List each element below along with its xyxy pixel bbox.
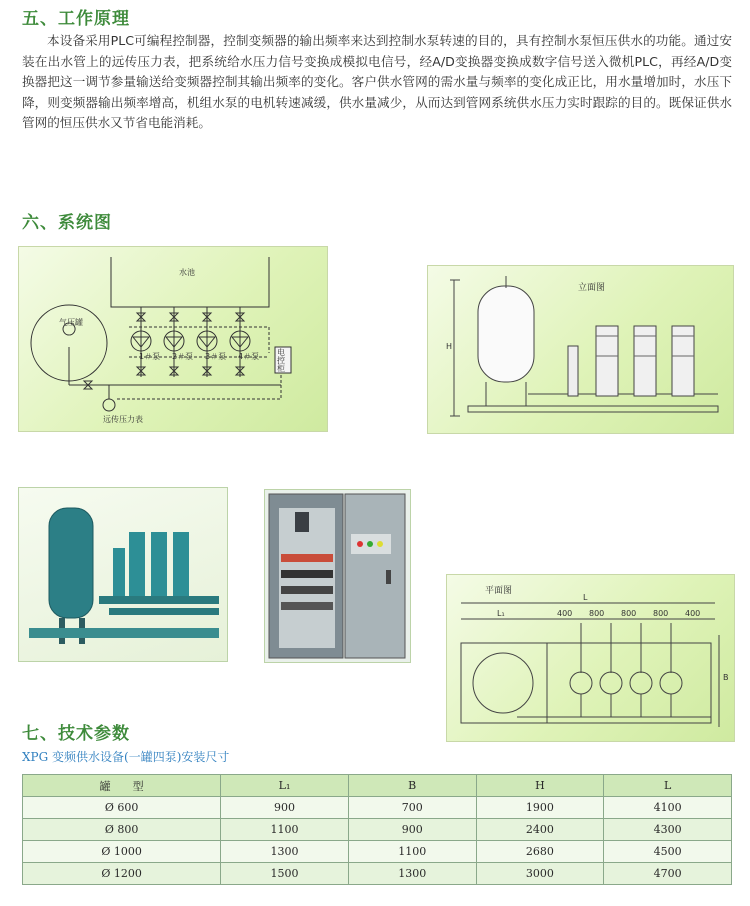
section5-title: 五、工作原理	[22, 9, 130, 29]
table-cell: 1500	[221, 863, 349, 885]
schematic-diagram-panel	[18, 246, 328, 432]
pump-label-3: 3＃泵	[205, 352, 227, 361]
header-tank-type: 罐 型	[23, 775, 221, 797]
section5-body: 本设备采用PLC可编程控制器，控制变频器的输出频率来达到控制水泵转速的目的，具有控制水泵恒压供水的功能。通过安装在出水管上的远传压力表，把系统给水压力信号变换成模拟电信号，经A/D变换器变换成数字信号送入微机PLC，再经A/D变换器把这一调节参量输送给变频器控制其输出频率的变化。客户供水管网的需水量与频率的变化成正比，用水量增加时，水压下降，则变频器输出频率增高，机组水泵的电机转速减缓，供水量减少，从而达到管网系统供水压力实时跟踪的目的。既保证供水管网的恒压供水又节省电能消耗。	[22, 33, 732, 131]
plan-total-length-label: L	[583, 593, 588, 602]
pool-label: 水池	[179, 268, 195, 277]
table-cell: 4300	[604, 819, 732, 841]
plan-view-panel	[446, 574, 735, 742]
table-cell: 4100	[604, 797, 732, 819]
table-cell: 900	[348, 819, 476, 841]
header-h: H	[476, 775, 604, 797]
table-cell: 900	[221, 797, 349, 819]
header-l1: L₁	[221, 775, 349, 797]
section7-title: 七、技术参数	[22, 724, 130, 744]
plan-spacing-3: 800	[621, 609, 637, 618]
tank-label: 气压罐	[59, 318, 83, 327]
table-cell: 1900	[476, 797, 604, 819]
table-row	[23, 863, 732, 885]
pump-unit-photo	[18, 487, 228, 662]
table-cell: Ø 600	[23, 797, 221, 819]
table-cell: 700	[348, 797, 476, 819]
header-b: B	[348, 775, 476, 797]
control-cabinet-label: 电控柜	[277, 348, 285, 373]
table-cell: 1100	[348, 841, 476, 863]
spec-table-subtitle: XPG 变频供水设备(一罐四泵)安装尺寸	[22, 750, 230, 764]
pump-label-2: 2＃泵	[172, 352, 194, 361]
elevation-view-panel	[427, 265, 734, 434]
table-cell: 1300	[348, 863, 476, 885]
table-row	[23, 797, 732, 819]
pump-label-1: 1＃泵	[139, 352, 161, 361]
table-cell: 1300	[221, 841, 349, 863]
table-cell: 2680	[476, 841, 604, 863]
elevation-height-label: H	[446, 342, 453, 351]
table-cell: Ø 1000	[23, 841, 221, 863]
section6-title: 六、系统图	[22, 213, 112, 233]
plan-spacing-4: 800	[653, 609, 669, 618]
table-cell: Ø 1200	[23, 863, 221, 885]
plan-l1-label: L₁	[497, 609, 505, 618]
table-row	[23, 819, 732, 841]
table-cell: 4500	[604, 841, 732, 863]
plan-title: 平面图	[485, 586, 513, 596]
pressure-gauge-label: 远传压力表	[103, 415, 143, 424]
table-cell: 4700	[604, 863, 732, 885]
control-cabinet-photo	[264, 489, 411, 663]
header-l: L	[604, 775, 732, 797]
table-cell: Ø 800	[23, 819, 221, 841]
table-cell: 1100	[221, 819, 349, 841]
table-cell: 2400	[476, 819, 604, 841]
plan-drawing	[447, 575, 734, 741]
plan-spacing-5: 400	[685, 609, 701, 618]
pump-label-4: 4＃泵	[238, 352, 260, 361]
schematic-drawing	[19, 247, 327, 431]
table-cell: 3000	[476, 863, 604, 885]
table-row	[23, 841, 732, 863]
elevation-title: 立面图	[578, 283, 606, 293]
spec-table	[22, 774, 732, 885]
plan-spacing-2: 800	[589, 609, 605, 618]
spec-table-header-row	[23, 775, 732, 797]
plan-width-label: B	[723, 673, 729, 682]
plan-spacing-1: 400	[557, 609, 573, 618]
